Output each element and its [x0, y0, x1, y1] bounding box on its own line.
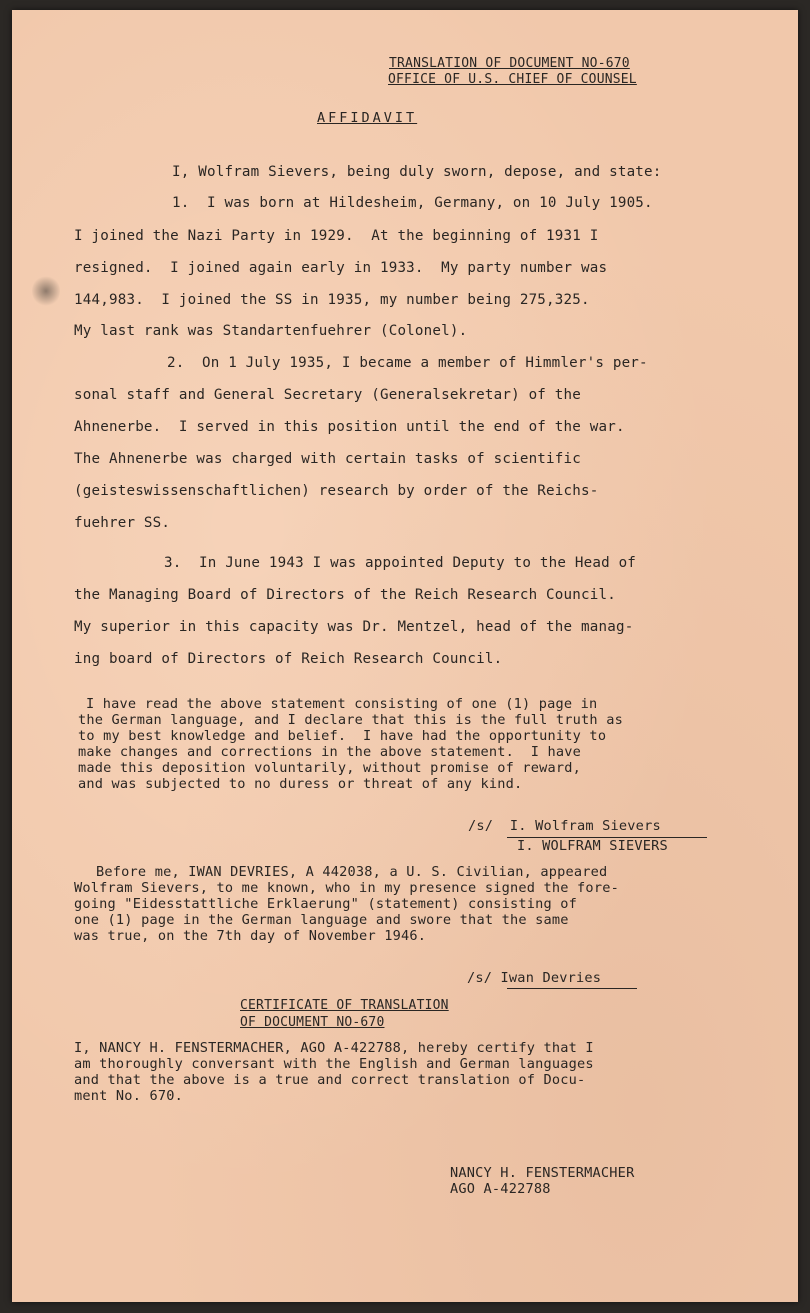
body-line: (geisteswissenschaftlichen) research by order of the Reichs- — [74, 483, 599, 499]
notary-line: one (1) page in the German language and swore that the same — [74, 912, 569, 928]
certificate-line: I, NANCY H. FENSTERMACHER, AGO A-422788, hereby certify that I — [74, 1040, 594, 1056]
declaration-line: make changes and corrections in the above statement. I have — [78, 744, 582, 760]
body-line: the Managing Board of Directors of the Reich Research Council. — [74, 587, 616, 603]
declaration-line: and was subjected to no duress or threat of any kind. — [78, 776, 523, 792]
body-line: 144,983. I joined the SS in 1935, my number being 275,325. — [74, 292, 590, 308]
certificate-line: and that the above is a true and correct translation of Docu- — [74, 1072, 586, 1088]
certificate-title-2: OF DOCUMENT NO-670 — [240, 1015, 385, 1030]
notary-line: going "Eidesstattliche Erklaerung" (statement) consisting of — [74, 896, 578, 912]
translator-id: AGO A-422788 — [450, 1181, 551, 1197]
body-line: Ahnenerbe. I served in this position until the end of the war. — [74, 419, 625, 435]
body-line: I joined the Nazi Party in 1929. At the beginning of 1931 I — [74, 228, 599, 244]
body-line: resigned. I joined again early in 1933. My party number was — [74, 260, 608, 276]
declaration-line: the German language, and I declare that this is the full truth as — [78, 712, 623, 728]
punch-hole — [32, 275, 60, 307]
header-line-1: TRANSLATION OF DOCUMENT NO-670 — [389, 56, 630, 71]
certificate-line: am thoroughly conversant with the English and German languages — [74, 1056, 594, 1072]
declaration-line: made this deposition voluntarily, without promise of reward, — [78, 760, 582, 776]
signature-line: /s/ I. Wolfram Sievers — [468, 818, 661, 834]
notary-line: Before me, IWAN DEVRIES, A 442038, a U. S. Civilian, appeared — [96, 864, 608, 880]
body-line: 2. On 1 July 1935, I became a member of Himmler's per- — [167, 355, 648, 371]
notary-line: Wolfram Sievers, to me known, who in my presence signed the fore- — [74, 880, 619, 896]
document-page — [12, 10, 798, 1302]
body-line: 3. In June 1943 I was appointed Deputy to the Head of — [164, 555, 637, 571]
header-line-2: OFFICE OF U.S. CHIEF OF COUNSEL — [388, 72, 637, 87]
certificate-title: CERTIFICATE OF TRANSLATION — [240, 998, 449, 1013]
declaration-line: to my best knowledge and belief. I have had the opportunity to — [78, 728, 607, 744]
certificate-line: ment No. 670. — [74, 1088, 183, 1104]
body-line: fuehrer SS. — [74, 515, 171, 531]
body-line: My superior in this capacity was Dr. Mentzel, head of the manag- — [74, 619, 634, 635]
declaration-line: I have read the above statement consisting of one (1) page in — [86, 696, 598, 712]
body-line: ing board of Directors of Reich Research Council. — [74, 651, 503, 667]
body-line: I, Wolfram Sievers, being duly sworn, depose, and state: — [172, 164, 662, 180]
body-line: sonal staff and General Secretary (Generalsekretar) of the — [74, 387, 582, 403]
notary-line: was true, on the 7th day of November 1946. — [74, 928, 427, 944]
notary-signature: /s/ Iwan Devries — [467, 970, 602, 986]
signature-name: I. WOLFRAM SIEVERS — [517, 838, 668, 854]
translator-name: NANCY H. FENSTERMACHER — [450, 1165, 635, 1181]
body-line: 1. I was born at Hildesheim, Germany, on 10 July 1905. — [172, 195, 653, 211]
body-line: The Ahnenerbe was charged with certain tasks of scientific — [74, 451, 582, 467]
affidavit-title: AFFIDAVIT — [317, 110, 418, 126]
notary-signature-rule — [507, 988, 637, 989]
body-line: My last rank was Standartenfuehrer (Colonel). — [74, 323, 468, 339]
